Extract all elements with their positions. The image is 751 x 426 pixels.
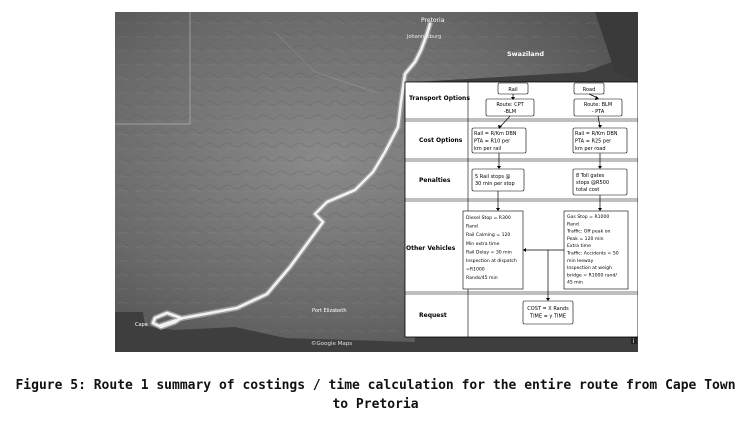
request-text [527,306,569,320]
roadOther-line: Inspection at weigh [567,266,612,272]
row-label-cost: Cost Options [419,137,463,144]
label-cape-town: Cape [135,322,148,328]
railOther-line: Inspection at dispatch [466,259,517,264]
route-figure [115,12,638,352]
roadPen-line: stops @R500 [576,180,610,186]
railRoute-line: -BLM [503,109,517,115]
label-port-elizabeth: Port Elizabeth [312,308,347,314]
label-swaziland: Swaziland [507,50,544,58]
railOther-line: Rands/45 min [466,276,498,282]
rail-penalty-text [475,174,515,187]
roadPen-line: 8 Toll gates [576,173,605,179]
roadOther-line: bridge = R1000 rand/ [567,273,617,279]
figure-caption [0,376,751,414]
roadOther-line: Extra time [567,244,591,250]
rail-head: Rail [508,87,518,93]
roadRoute-line: - PTA [591,109,605,115]
caption-line-1: Figure 5: Route 1 summary of costings / time calculation for the entire route from Cape Town [15,378,736,393]
railCost-line: PTA = R10 per [474,138,511,145]
rail-penalty-box [472,169,524,191]
railOther-line: Rand [466,224,478,230]
road-head: Road [582,87,596,93]
reqText-line: TIME = y TIME [530,313,566,320]
roadCost-line: Rail = R/Km DBN [575,131,618,137]
row-label-other: Other Vehicles [406,245,456,252]
railOther-line: Rail Delay = 30 min [466,250,512,256]
railOther-line: Diesel Stop = R300 [466,216,511,221]
roadCost-line: km per road [575,146,606,152]
roadOther-line: Gas Stop = R1000 [567,215,610,220]
roadOther-line: 45 min [567,280,583,286]
request-box [523,301,573,324]
roadOther-line: min leeway [567,258,594,264]
map-attribution: ©Google Maps [311,341,353,347]
railPen-line: 5 Rail stops @ [475,174,511,180]
caption-line-2: to Pretoria [332,397,419,412]
railOther-line: Min extra time [466,241,500,247]
roadOther-line: Rand [567,222,579,228]
label-pretoria: Pretoria [421,17,445,24]
railCost-line: km per rail [474,146,502,152]
flow-panel [405,82,638,337]
roadCost-line: PTA = R25 per [575,138,612,145]
label-johannesburg: Johannesburg [407,34,442,40]
row-label-request: Request [419,312,447,319]
roadOther-line: Traffic: Off peak on [567,229,611,235]
map-corner-icon: i [632,338,635,345]
railOther-line: =R1000 [466,267,485,273]
roadRoute-line: Route: BLM [583,102,613,108]
railCost-line: Rail = R/Km DBN [474,131,517,137]
railPen-line: 30 min per stop [475,181,515,187]
figure-svg [115,12,638,352]
panel-background [405,82,638,337]
row-label-transport: Transport Options [409,95,470,102]
row-label-penalties: Penalties [419,177,451,184]
roadPen-line: total cost [576,187,600,193]
roadOther-line: Peak = 120 min [567,236,604,242]
railOther-line: Rail Calming = 120 [466,233,511,239]
roadOther-line: Traffic: Accidents = 50 [567,251,619,257]
reqText-line: COST = X Rands [527,306,569,312]
railRoute-line: Route: CPT [496,102,524,108]
